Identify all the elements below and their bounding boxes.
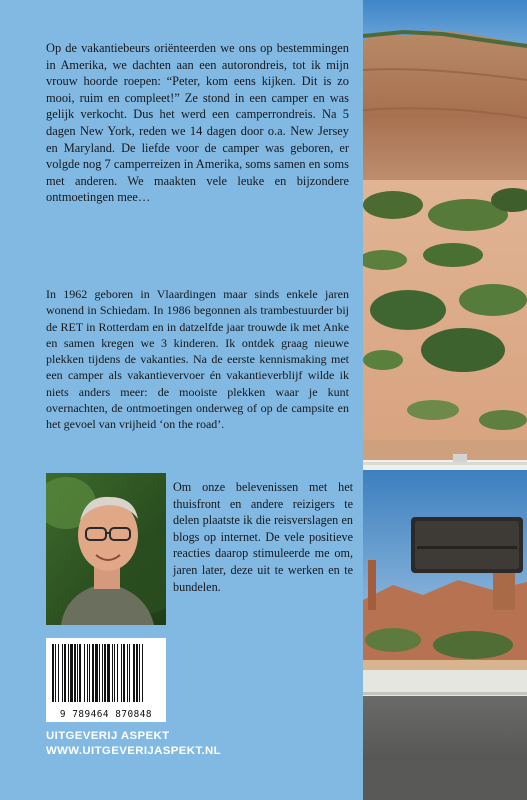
- barcode-bar: [95, 644, 98, 702]
- barcode-bar: [87, 644, 88, 702]
- barcode-bar: [142, 644, 143, 702]
- barcode-bar: [64, 644, 66, 702]
- barcode-bar: [52, 644, 54, 702]
- author-photo-icon: [46, 473, 166, 625]
- barcode-bar: [136, 644, 138, 702]
- publisher-name: UITGEVERIJ ASPEKT: [46, 730, 170, 742]
- bio-text: In 1962 geboren in Vlaardingen maar sinds enkele jaren wonend in Schiedam. In 1986 begonnen als trambestuurder bij de RET in Rotterdam en in datzelfde jaar trouwde ik met Anke en samen kregen we 3 kinderen. Ik ontdek graag nieuwe plekken tijdens de vakanties. Na de eerste kennismaking met een camper als vakantievervoer én vakantieverblijf wilde ik niets anders meer: de mooiste plekken waar je kunt overnachten, de ontmoetingen onderweg of op de campsite en het gevoel van vrijheid ‘on the road’.: [46, 287, 349, 432]
- barcode-bar: [139, 644, 140, 702]
- barcode-bar: [99, 644, 100, 702]
- barcode-bar: [89, 644, 90, 702]
- barcode-bar: [123, 644, 125, 702]
- barcode-bar: [62, 644, 63, 702]
- barcode-bar: [74, 644, 76, 702]
- barcode-bar: [107, 644, 110, 702]
- barcode-bar: [102, 644, 103, 702]
- isbn-barcode: [46, 638, 166, 722]
- back-cover-blurb: [46, 40, 349, 206]
- barcode-bar: [104, 644, 106, 702]
- author-note-text: Om onze belevenissen met het thuisfront en andere reizigers te delen plaatste ik die reisverslagen en blogs op internet. De vele positieve reacties daarop stimuleerde me om, jaren later, deze uit te werken en te bundelen.: [173, 480, 353, 594]
- barcode-bar: [79, 644, 81, 702]
- barcode-bar: [70, 644, 73, 702]
- barcode-bar: [58, 644, 59, 702]
- isbn-number: 9 789464 870848: [59, 709, 153, 720]
- blurb-text: Op de vakantiebeurs oriënteerden we ons op bestemmingen in Amerika, we dachten aan een autorondreis, tot ik mijn vrouw hoorde roepen: “Peter, kom eens kijken. Dit is zo mooi, ruim en compleet!” Ze stond in een camper en was gelijk verkocht. Dus het werd een camperrondreis. Na 5 dagen New York, reden we 14 dagen door o.a. New Jersey en Maryland. De liefde voor de camper was geboren, er volgde nog 7 camperreizen in Amerika, soms samen en soms met anderen. We maakten vele leuke en bijzondere ontmoetingen mee…: [46, 41, 349, 205]
- barcode-bar: [55, 644, 56, 702]
- barcode-bar: [68, 644, 69, 702]
- publisher-url[interactable]: WWW.UITGEVERIJASPEKT.NL: [46, 745, 222, 757]
- barcode-bar: [129, 644, 130, 702]
- author-note: [173, 479, 353, 595]
- author-biography: [46, 286, 349, 433]
- publisher-info: [46, 729, 221, 759]
- barcode-bar: [84, 644, 85, 702]
- barcode-bar: [92, 644, 94, 702]
- barcode-bar: [133, 644, 135, 702]
- barcode-bar: [112, 644, 113, 702]
- barcode-bar: [114, 644, 115, 702]
- barcode-bar: [77, 644, 78, 702]
- barcode-bar: [121, 644, 122, 702]
- landscape-image: [363, 0, 527, 800]
- author-portrait: [46, 473, 166, 625]
- barcode-bar: [127, 644, 128, 702]
- barcode-icon: [46, 638, 166, 708]
- barcode-bar: [117, 644, 118, 702]
- canyon-camper-photo: [363, 0, 527, 800]
